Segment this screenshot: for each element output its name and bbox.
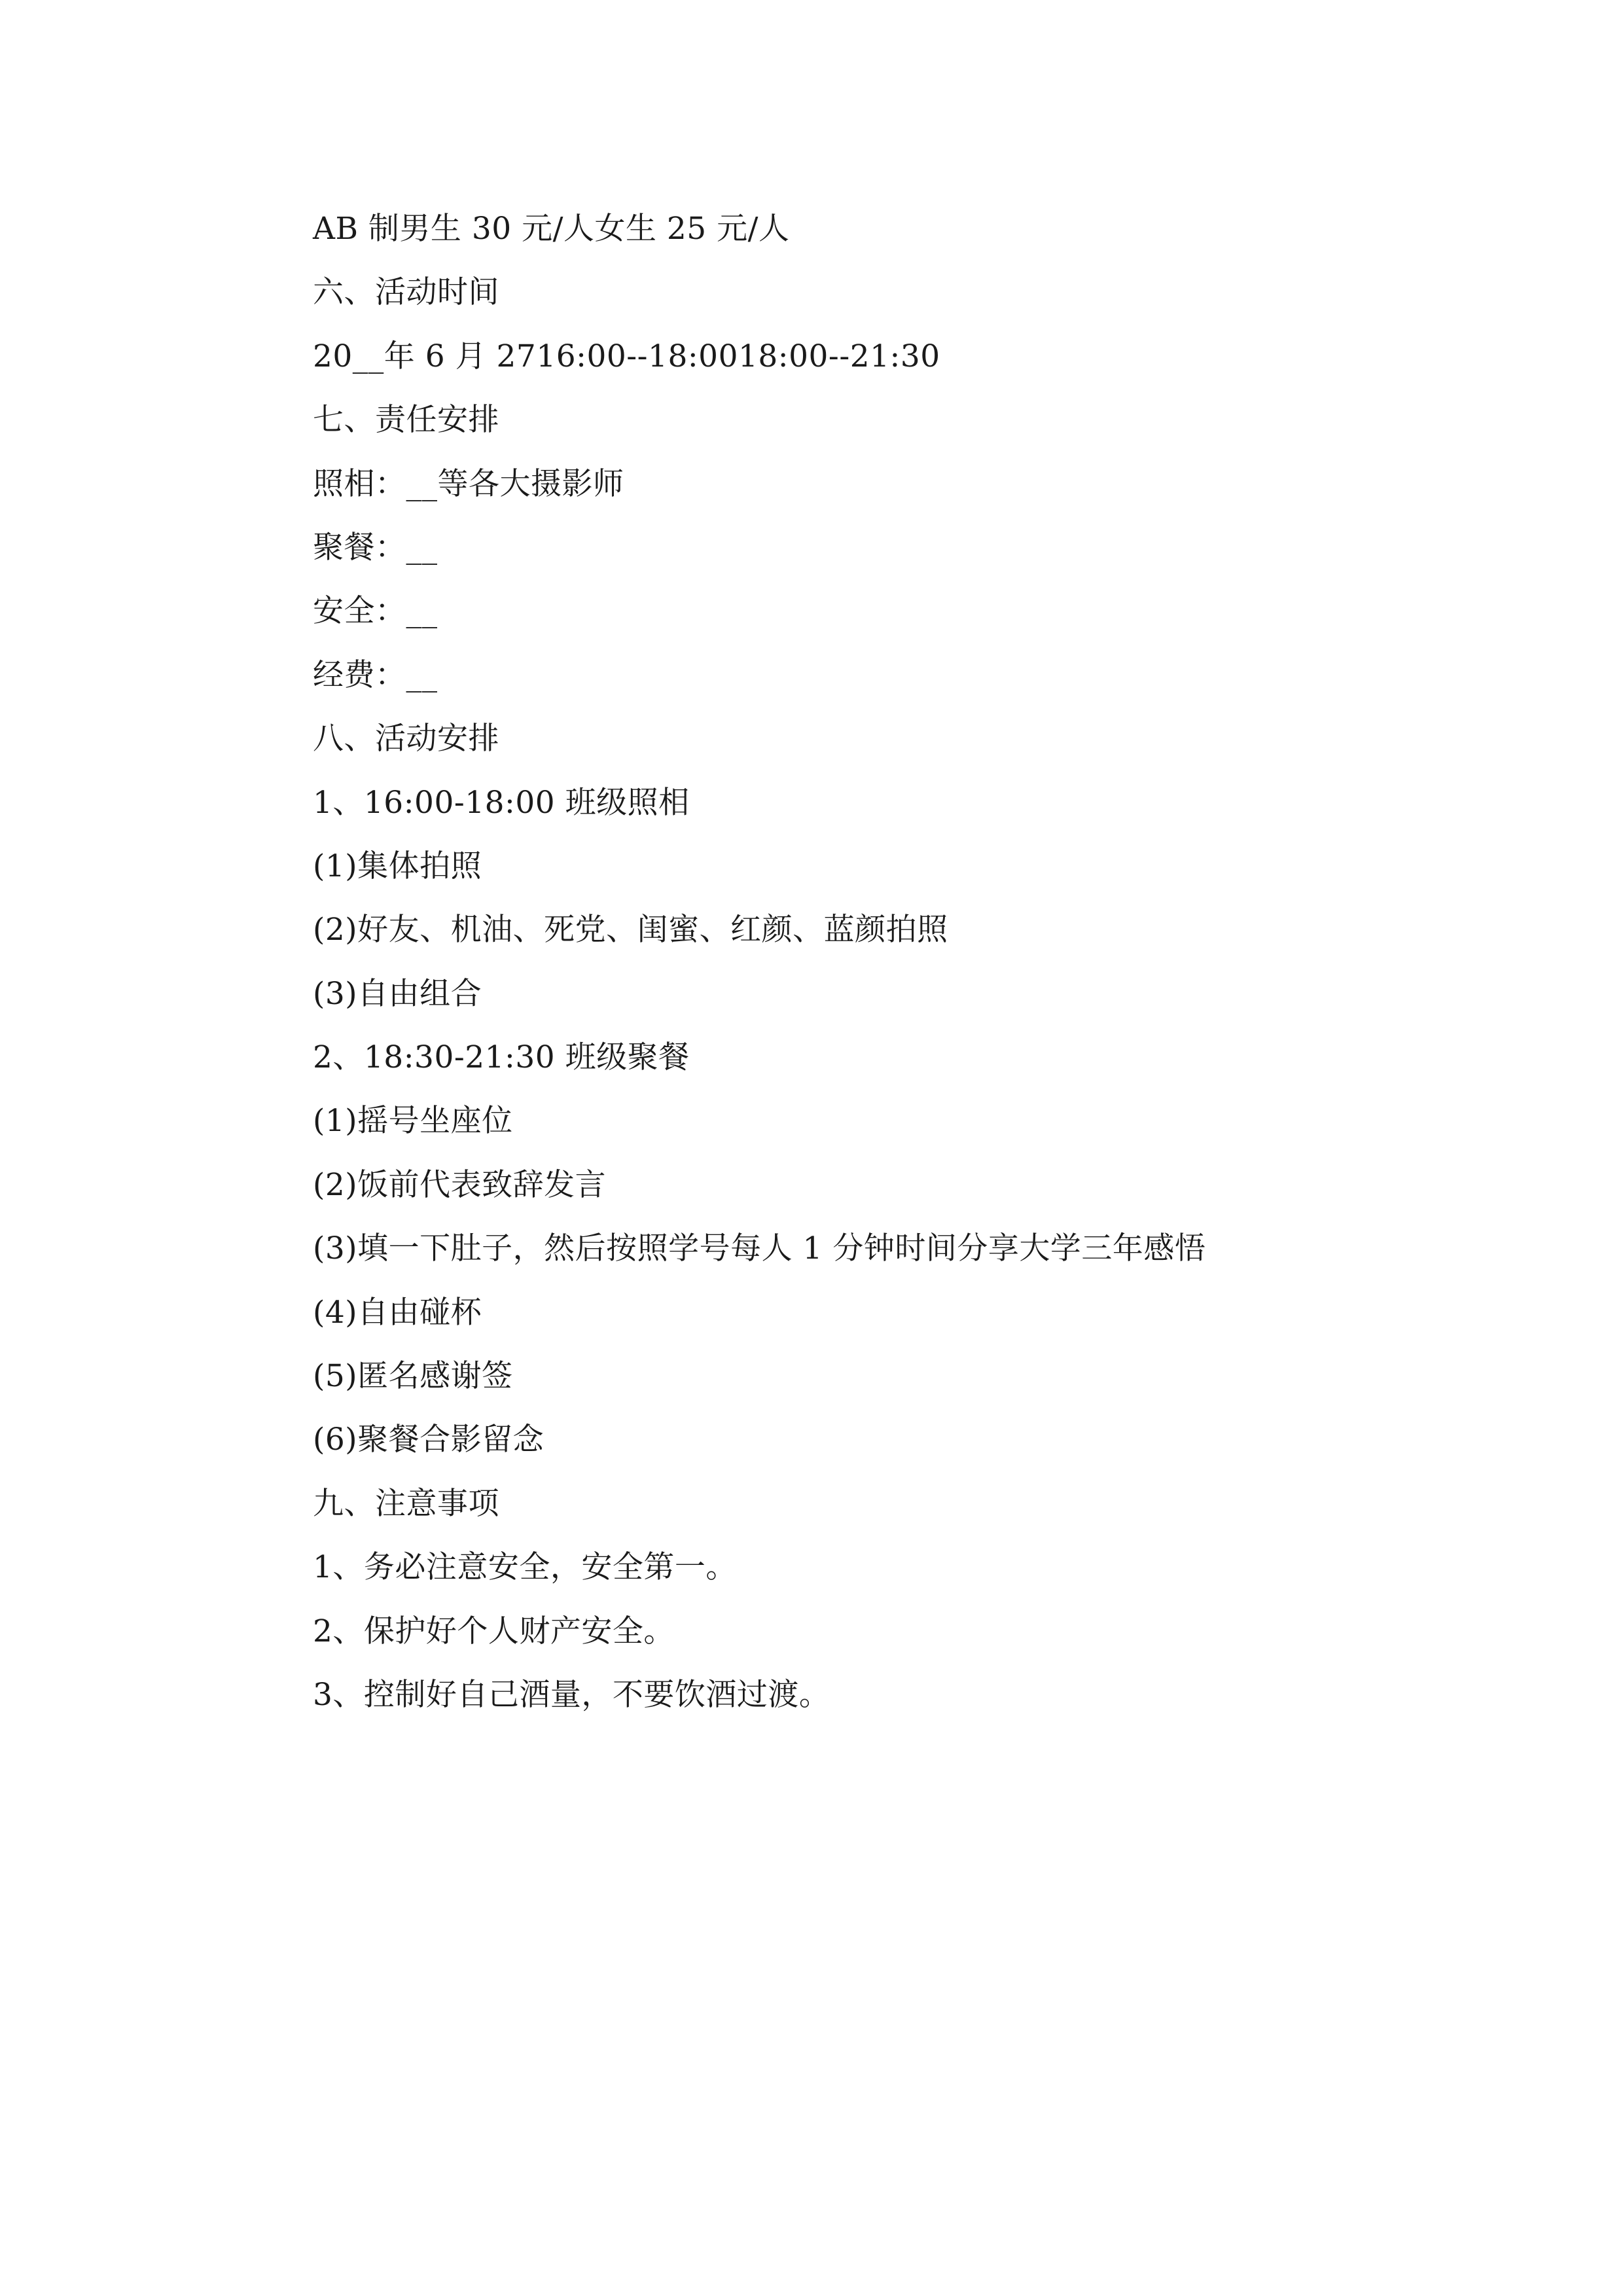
note-item-alcohol: 3、控制好自己酒量，不要饮酒过渡。 [313, 1676, 830, 1713]
document-body [313, 203, 1360, 1732]
responsibility-safety: 安全：__ [313, 593, 438, 630]
dinner-subitem-seating: (1)摇号坐座位 [313, 1103, 513, 1139]
photo-subitem-group: (1)集体拍照 [313, 848, 482, 884]
section-heading-schedule: 八、活动安排 [313, 721, 499, 757]
section-heading-notes: 九、注意事项 [313, 1485, 499, 1522]
dinner-subitem-photo: (6)聚餐合影留念 [313, 1422, 544, 1458]
photo-subitem-free: (3)自由组合 [313, 975, 482, 1012]
responsibility-dinner: 聚餐：__ [313, 529, 438, 565]
photo-subitem-friends: (2)好友、机油、死党、闺蜜、红颜、蓝颜拍照 [313, 912, 948, 948]
dinner-subitem-thanks: (5)匿名感谢签 [313, 1358, 513, 1395]
schedule-item-photos: 1、16:00-18:00 班级照相 [313, 784, 690, 821]
note-item-property: 2、保护好个人财产安全。 [313, 1613, 675, 1649]
dinner-subitem-sharing: (3)填一下肚子，然后按照学号每人 1 分钟时间分享大学三年感悟 [313, 1230, 1206, 1267]
fee-line: AB 制男生 30 元/人女生 25 元/人 [313, 211, 790, 247]
section-heading-responsibilities: 七、责任安排 [313, 402, 499, 439]
dinner-subitem-toast: (4)自由碰杯 [313, 1294, 482, 1331]
responsibility-photography: 照相：__等各大摄影师 [313, 465, 624, 502]
responsibility-funds: 经费：__ [313, 656, 438, 693]
note-item-safety: 1、务必注意安全，安全第一。 [313, 1549, 737, 1586]
schedule-item-dinner: 2、18:30-21:30 班级聚餐 [313, 1039, 690, 1076]
dinner-subitem-speech: (2)饭前代表致辞发言 [313, 1166, 607, 1203]
section-heading-activity-time: 六、活动时间 [313, 274, 499, 311]
activity-time-line: 20__年 6 月 2716:00--18:0018:00--21:30 [313, 338, 940, 374]
